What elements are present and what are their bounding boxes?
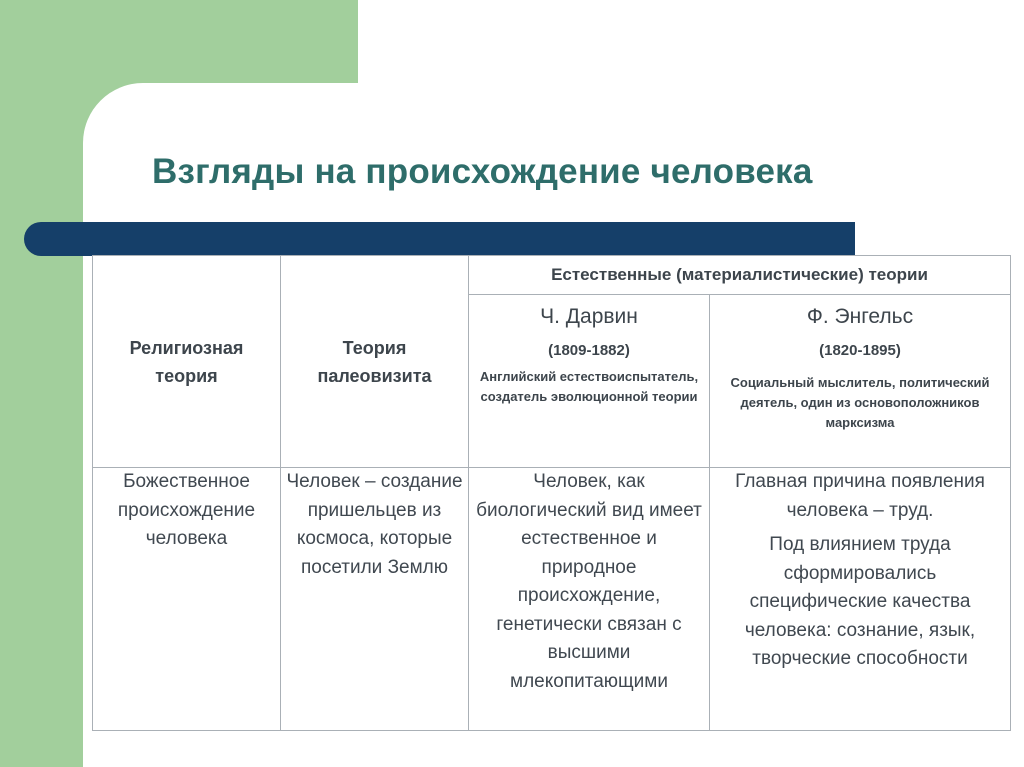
religious-theory-header: Религиозная теория (93, 256, 281, 468)
table-row (93, 468, 1011, 731)
comparison-table (92, 255, 1011, 731)
engels-header (710, 295, 1011, 468)
darwin-description: Английский естествоиспытатель, создатель эволюционной теории (479, 369, 699, 404)
natural-theories-header: Естественные (материалистические) теории (469, 256, 1011, 295)
engels-theory-cell: Главная причина появления человека – труд. Под влиянием труда сформировались специфические качества человека: сознание, язык, творческие способности (710, 468, 1011, 731)
darwin-years: (1809-1882) (548, 342, 630, 359)
religious-theory-cell: Божественное происхождение человека (93, 468, 281, 731)
table-row (93, 256, 1011, 295)
title-underline-bar (24, 222, 855, 256)
engels-years: (1820-1895) (819, 342, 901, 359)
slide-title: Взгляды на происхождение человека (152, 152, 813, 191)
engels-description: Социальный мыслитель, политический деятель, один из основоположников марксизма (730, 375, 990, 430)
darwin-name: Ч. Дарвин (540, 305, 638, 328)
darwin-theory-cell: Человек, как биологический вид имеет естественное и природное происхождение, генетически связан с высшими млекопитающими (469, 468, 710, 731)
paleovisit-theory-cell: Человек – создание пришельцев из космоса, которые посетили Землю (281, 468, 469, 731)
engels-name: Ф. Энгельс (806, 305, 914, 328)
darwin-header (469, 295, 710, 468)
paleovisit-theory-header: Теория палеовизита (281, 256, 469, 468)
